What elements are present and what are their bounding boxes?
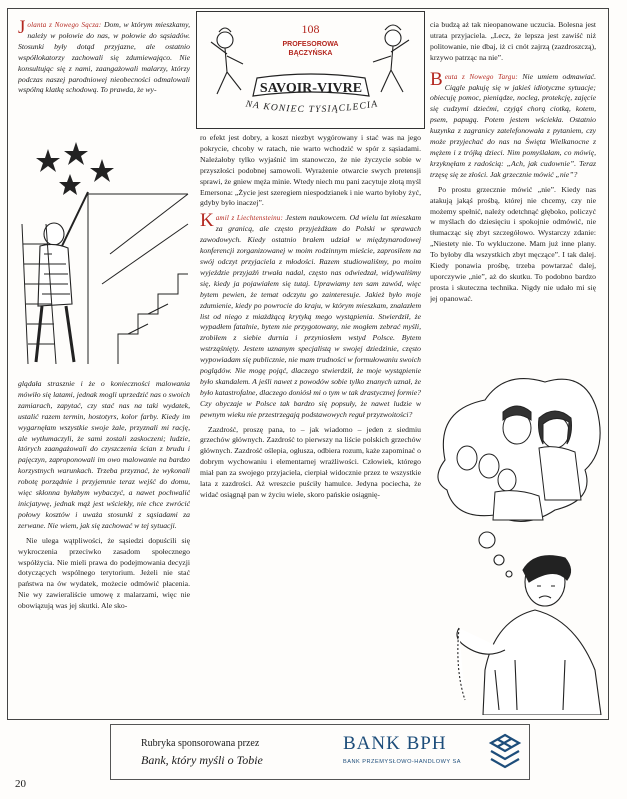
bank-subtitle: BANK PRZEMYSŁOWO-HANDLOWY SA <box>343 759 462 765</box>
stars-icon <box>36 142 114 195</box>
letter-3-text: Nie umiem odmawiać. Ciągle pakuję się w jakieś idiotyczne sytuacje; obiecuję pomoc, pieniądze, nocleg, protekcję, zajęcie się cudzymi dziećmi, czyjąś chorą ciotką, kotem, psem, papugą. Potem jestem wściekła. Ostatnio kuzynka z zagranicy zatelefonowała z pytaniem, czy może przyjechać do nas na Święta Wielkanocne z mężem i z trójką dzieci. Nim pomyślałam, co mówię, krzyknęłam z radością: „Ach, jak cudownie”. Teraz trzęsę się ze złości. Jak grzecznie mówić „nie”? <box>430 71 596 179</box>
sponsor-box <box>110 724 530 780</box>
bank-name: BANK BPH <box>343 733 447 754</box>
reply-2-continued: cia budzą aż tak nieopanowane uczucia. Bolesna jest utrata przyjaciela. „Lecz, że lepsza jest zawiść niż politowanie, nie dbaj, iż ci cnót zajrzą (zazdroszczą), krzywo patrząc na nie”. <box>430 20 596 62</box>
reply-1-continued: ro efekt jest dobry, a koszt niezbyt wygórowany i stać was na jego pokrycie, chcoby w ratach, nie warto wchodzić w spór z sąsiadami. Należałoby tylko wyjaśnić im stanowczo, że nie życzycie sobie w przyszłości podobnej samowoli. Wyrażenie otwarcie swych pretensji sprawi, że gniew męża minie. Wtedy niech mu pani zacytuje złotą myśl Emersona: „Życie jest szeregiem niespodzianek i nie warto byłoby żyć, gdyby było inaczej”. <box>200 133 421 208</box>
worried-woman-figure <box>457 556 601 715</box>
banner-title: SAVOIR-VIVRE <box>259 81 363 96</box>
letter-1-sender: olanta z Nowego Sącza: <box>27 21 102 29</box>
letter-1-text: Dom, w którym mieszkamy, należy w połowie do nas, w połowie do sąsiadów. Stosunki były dotąd przyjazne, ale ostatnio współlokatorzy zachowali się zdumiewająco. Nie konsultując się z nami, zaangażowali malarzy, którzy podczas naszej parodniowej nieobecności odmalowali wspólną klatkę schodową. To prawda, że wy- <box>18 20 190 95</box>
dancer-right-figure <box>373 25 409 92</box>
letter-2-sender: amil z Liechtensteinu: <box>215 214 284 223</box>
dropcap-1: J <box>18 20 26 38</box>
column-2 <box>200 133 421 715</box>
reply-3-text: Po prostu grzecznie mówić „nie”. Kiedy nas atakują jakąś prośbą, której nie chcemy, czy nie możemy spełnić, należy odetchnąć głęboko, policzyć w myślach do dziesięciu i spokojnie odmówić, nie tłumacząc się zbyt szczegółowo. Wystarczy zdanie: „Niestety nie. To wykluczone. Mam już inne plany. To byłoby dla wszystkich zbyt męczące”. I tak dalej. Kiedy ponawia prośbę, trzeba powtarzać dalej, uporczywie „nie”, aż do skutku. To podobno bardzo prosta i skuteczna technika. Nigdy nie udało mi się jej opanować. <box>430 184 596 303</box>
painter-illustration <box>18 134 190 364</box>
dancer-left-figure <box>211 28 243 94</box>
painter-figure <box>36 192 88 362</box>
sponsor-slogan: Bank, który myśli o Tobie <box>141 753 263 767</box>
author-line-1: PROFESOROWA <box>282 41 339 48</box>
author-line-2: BĄCZYŃSKA <box>288 50 333 57</box>
letter-2-text: Jestem naukowcem. Od wielu lat mieszkam za granicą, ale często przyjeżdżam do Polski w sprawach zawodowych. Kiedy ostatnio brałem udział w międzynarodowej konferencji zorganizowanej w moim rodzinnym mieście, zaprosiłem na swój odczyt przyjaciela z młodości. Razem studiowaliśmy, po moim wyjeździe przyjaźń trwała nadal, często nas odwiedzał, widywaliśmy się, kiedy ja pojawiałem się tutaj. Uprawiamy ten sam zawód, więc bytem pewien, że temat odczytu go zainteresuje. Jakież było moje zdumienie, kiedy po powrocie do kraju, w którym mieszkam, znalazłem list od niego z miażdżącą krytyką mego wystąpienia. Stwierdził, że wypadłem fatalnie, bytem nie przygotowany, nie mogłem zebrać myśli, zrobiłem z siebie durnia i przyniosłem wstyd Polsce. Bytem wstrząśnięty. Jestem uznanym specjalistą w swojej dziedzinie, często wypowiadam się publicznie, nie mam trudności w formułowaniu swoich poglądów. Nie mogę pojąć, dlaczego stwierdził, że moje wystąpienie było skandalem. A jeśli nawet z powodów sobie tylko znanych uznał, że było katastrofalne, dlaczego doniósł mi o tym w tak drastycznej formie? Czy obyczaje w Polsce tak bardzo się popsuły, że nawet ludzie w pewnym wieku nie przestrzegają podstawowych reguł przyzwoitości? <box>200 213 421 419</box>
family-illustration <box>425 370 605 715</box>
letter-1 <box>18 20 190 120</box>
dropcap-2: K <box>200 210 214 232</box>
column-header <box>196 11 425 129</box>
letter-3-sender: euta z Nowego Targu: <box>444 72 518 81</box>
header-illustration <box>197 12 426 130</box>
column-number: 108 <box>301 22 320 36</box>
page-number: 20 <box>15 778 26 790</box>
bank-logo-icon <box>487 731 523 771</box>
staircase-lines <box>88 194 188 364</box>
letter-1-continued <box>18 379 190 715</box>
dropcap-3: B <box>430 68 443 90</box>
sponsor-label: Rubryka sponsorowana przez <box>141 738 260 749</box>
reply-2-text: Zazdrość, proszę pana, to – jak wiadomo – jeden z siedmiu grzechów głównych. Zazdrość to pierwszy na liście polskich grzechów głównych. Zazdrość oślepia, ogłusza, odbiera rozum, każe zapominać o dobrym wychowaniu i elementarnej wrażliwości. Człowiek, którego miał pan za swojego przyjaciela, cierpiał widocznie przez te wszystkie lata z zazdrości. Aż wreszcie puściły hamulce. Jedyna pociecha, że widać osiągnął pan w życiu wiele, skoro pańskie osiągnię- <box>200 424 421 499</box>
banner-subtitle: NA KONIEC TYSIĄCLECIA <box>244 99 380 116</box>
letter-1-lower-text: glądała strasznie i że o konieczności malowania mówiło się latami, jednak mogli uprzedzić nas o swoich zamiarach, zapytać, czy stać nas na taki wydatek, ustalić razem termin, hostotyrs, kolor farby. Kiedy im wygarnęłam wszystkie swoje żale, przyznali mi rację, ale wytłumaczyli, że sami zostali zaskoczeni; ludzie, których zaangażowali do czyszczenia ścian z brudu i pajęczyn, zaproponowali im owo malowanie na bardzo korzystnych warunkach. Trzeba przyznać, że wykonali robotę porządnie i przyjemnie teraz wejść do domu, więc skłonna byłabym wybaczyć, a nawet pochwalić inicjatywę, jednak mąż jest wściekły, nie chce zwrócić połowy kosztów i uważa stosunki z sąsiadami za zerwane. Nie wiem, jak się zachować w tej sytuacji. <box>18 379 190 530</box>
column-3 <box>430 20 596 380</box>
reply-1-text: Nie ulega wątpliwości, że sąsiedzi dopuścili się wykroczenia przeciwko zasadom społecznego współżycia. Nie mieli prawa do podejmowania decyzji dotyczących wspólnego terytorium. Jeżeli nie stać państwa na ów wydatek, możecie odmówić płacenia. Nie wy zawieraliście umowę z malarzami, więc nie obowiązują was jej skutki. Ale sko- <box>18 535 190 611</box>
